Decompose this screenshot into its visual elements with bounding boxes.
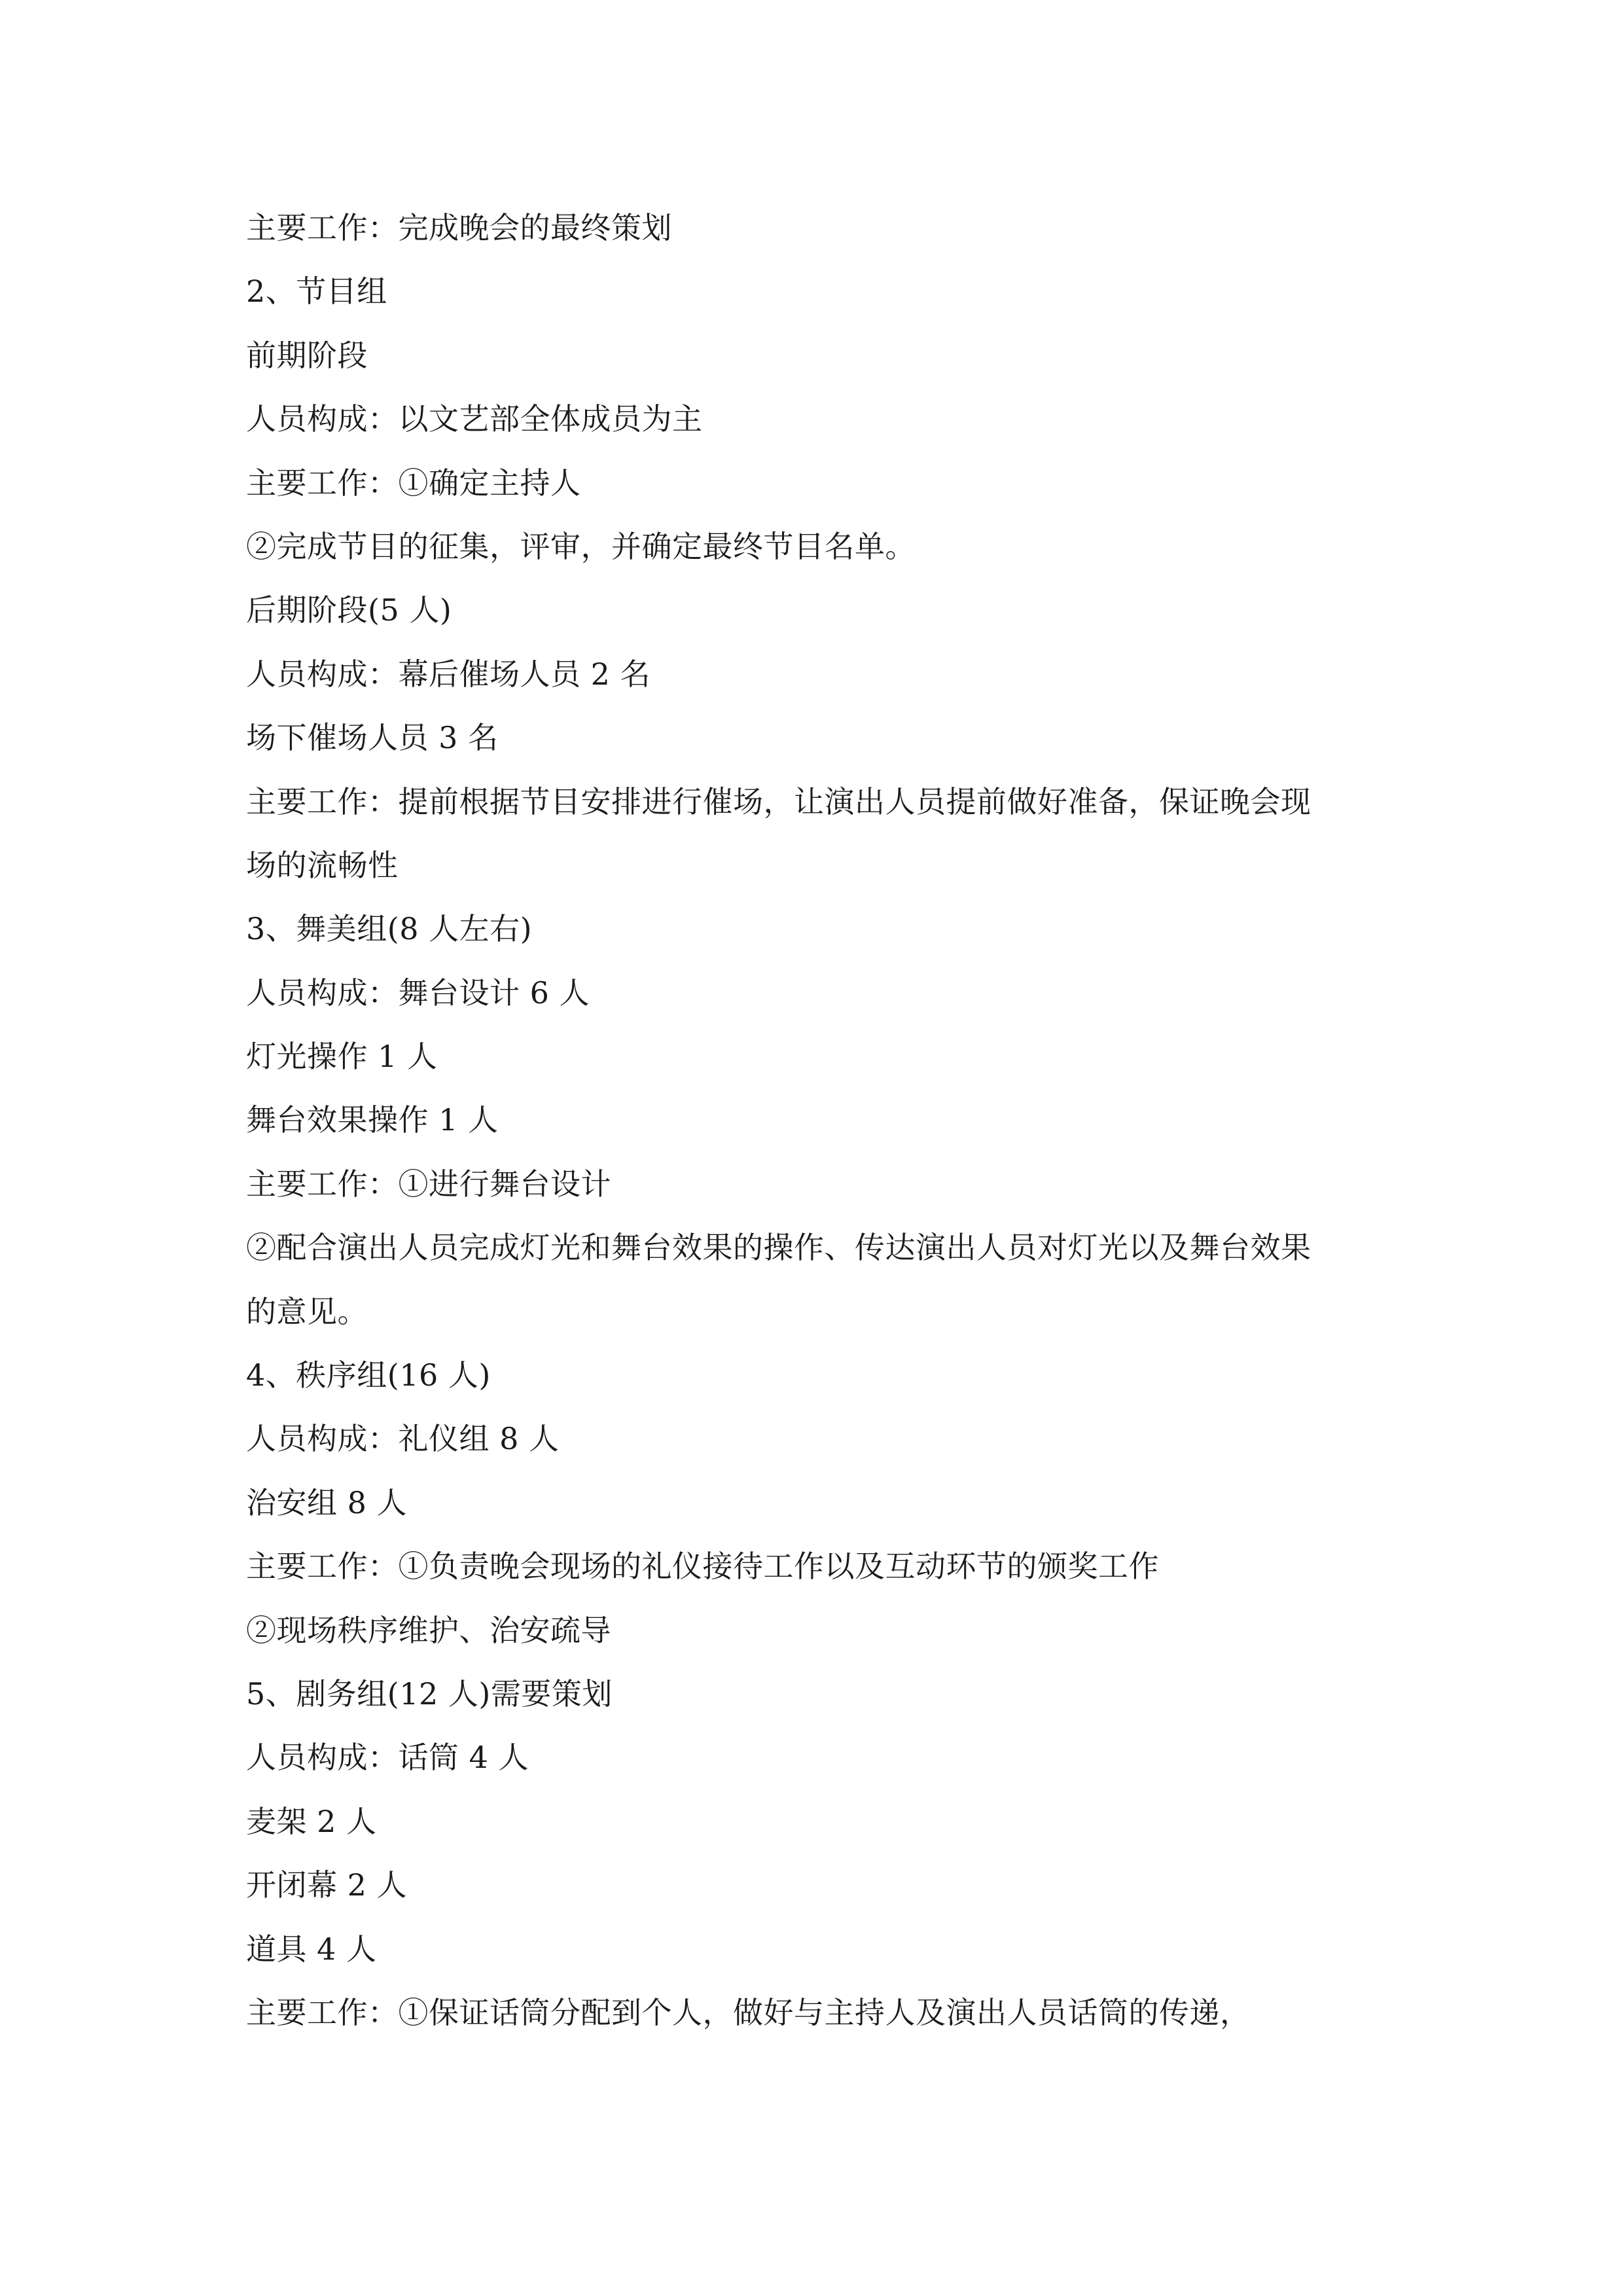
text-line: 人员构成：舞台设计 6 人 — [246, 975, 590, 1011]
text-line: 人员构成：幕后催场人员 2 名 — [246, 656, 651, 692]
text-line: 场下催场人员 3 名 — [246, 720, 499, 756]
text-line: 主要工作：①进行舞台设计 — [246, 1166, 611, 1202]
text-line: 的意见。 — [246, 1293, 368, 1329]
text-line: 舞台效果操作 1 人 — [246, 1102, 499, 1138]
text-line: 主要工作：完成晚会的最终策划 — [246, 210, 672, 245]
text-line: 道具 4 人 — [246, 1931, 377, 1967]
text-line: 人员构成：以文艺部全体成员为主 — [246, 401, 703, 437]
text-line: ②完成节目的征集，评审，并确定最终节目名单。 — [246, 528, 916, 564]
text-line: 治安组 8 人 — [246, 1484, 408, 1520]
text-line: ②配合演出人员完成灯光和舞台效果的操作、传达演出人员对灯光以及舞台效果 — [246, 1230, 1311, 1266]
text-line: 麦架 2 人 — [246, 1803, 377, 1839]
section-heading: 4、秩序组(16 人) — [246, 1357, 491, 1393]
text-line: 主要工作：①确定主持人 — [246, 465, 581, 501]
text-line: 灯光操作 1 人 — [246, 1039, 438, 1075]
text-line: 主要工作：①负责晚会现场的礼仪接待工作以及互动环节的颁奖工作 — [246, 1549, 1159, 1585]
text-line: 人员构成：礼仪组 8 人 — [246, 1421, 560, 1457]
text-line: 后期阶段(5 人) — [246, 592, 452, 628]
text-line: 主要工作：①保证话筒分配到个人，做好与主持人及演出人员话筒的传递， — [246, 1994, 1251, 2030]
section-heading: 5、剧务组(12 人)需要策划 — [246, 1676, 613, 1712]
text-line: 场的流畅性 — [246, 847, 399, 883]
section-heading: 3、舞美组(8 人左右) — [246, 911, 533, 947]
text-line: 开闭幕 2 人 — [246, 1867, 408, 1903]
section-heading: 2、节目组 — [246, 274, 387, 310]
document-body — [246, 196, 1385, 2045]
text-line: ②现场秩序维护、治安疏导 — [246, 1612, 611, 1648]
text-line: 主要工作：提前根据节目安排进行催场，让演出人员提前做好准备，保证晚会现 — [246, 783, 1311, 819]
text-line: 前期阶段 — [246, 337, 368, 373]
text-line: 人员构成：话筒 4 人 — [246, 1740, 529, 1776]
